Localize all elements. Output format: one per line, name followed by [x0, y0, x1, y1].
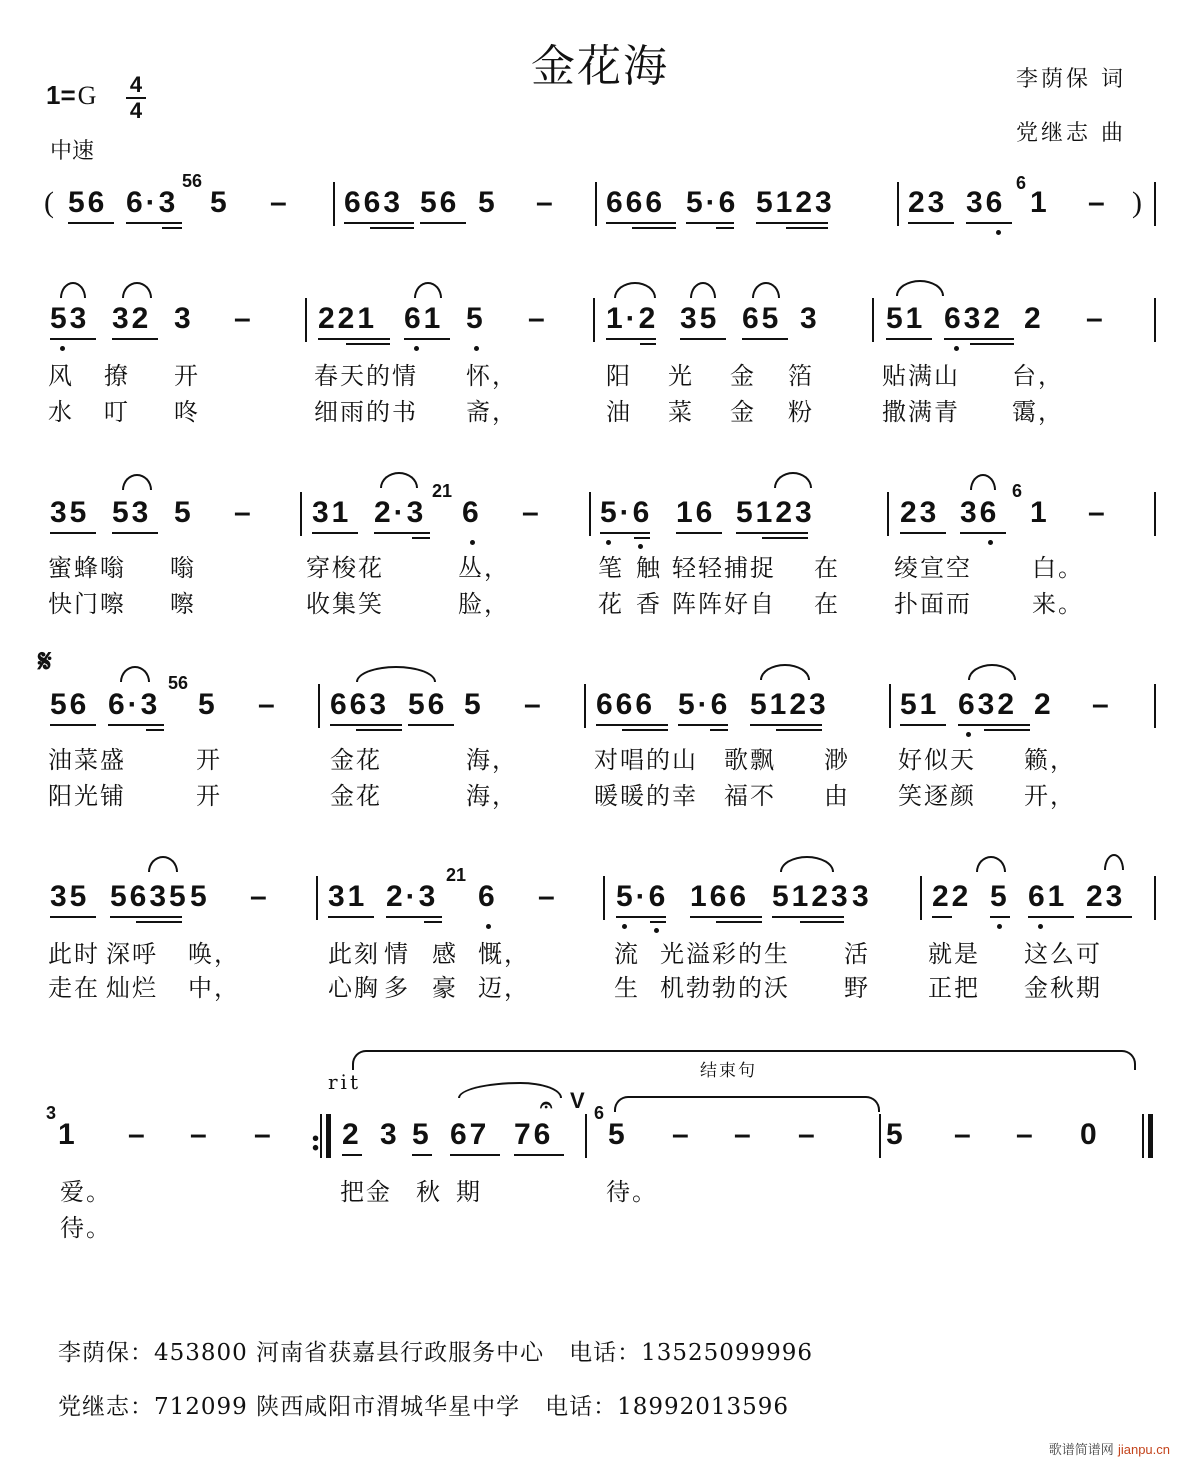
time-sig-bottom: 4: [129, 98, 143, 123]
dash: –: [270, 186, 290, 219]
note-group: 32: [112, 302, 152, 335]
ending-label: 结束句: [700, 1061, 757, 1081]
note-group: 53: [112, 496, 152, 529]
bar-line: [603, 876, 605, 920]
note: 5: [990, 880, 1010, 913]
note-group: 22: [932, 880, 972, 913]
bar-line: [920, 876, 922, 920]
note-group: 5·6: [616, 880, 669, 913]
bar-line: [897, 182, 899, 226]
bar-line: [879, 1114, 881, 1158]
note-group: 23: [908, 186, 948, 219]
ending-slur: [614, 1096, 880, 1112]
bar-line: [585, 1114, 587, 1158]
grace-note: 6: [594, 1103, 605, 1123]
note-group: 666: [596, 688, 656, 721]
dash: –: [798, 1118, 818, 1151]
note-group: 6·3: [126, 186, 179, 219]
note-group: 23: [1086, 880, 1126, 913]
rest: 0: [1080, 1118, 1100, 1151]
note-group: 31: [328, 880, 368, 913]
note-group: 67: [450, 1118, 490, 1151]
bar-line: [316, 876, 318, 920]
note-group: 23: [900, 496, 940, 529]
note-group: 56: [420, 186, 460, 219]
repeat-end-barline: [320, 1114, 331, 1158]
note-group: 2·3: [374, 496, 427, 529]
dash: –: [522, 496, 542, 529]
dash: –: [538, 880, 558, 913]
time-sig-top: 4: [129, 72, 143, 97]
note-group: 36: [960, 496, 1000, 529]
note: 6: [478, 880, 498, 913]
bar-line: [584, 684, 586, 728]
grace-notes: 56: [168, 673, 189, 693]
note: 5: [198, 688, 218, 721]
note-group: 5·6: [600, 496, 653, 529]
note-group: 65: [742, 302, 782, 335]
note-group: 666: [606, 186, 666, 219]
bar-line: [318, 684, 320, 728]
note-group: 31: [312, 496, 352, 529]
note-group: 51: [886, 302, 926, 335]
note: 2: [1034, 688, 1054, 721]
note: 3: [800, 302, 820, 335]
note: 5: [464, 688, 484, 721]
note-group: 61: [1028, 880, 1068, 913]
dash: –: [258, 688, 278, 721]
composer-credit: 党继志 曲: [1016, 121, 1126, 146]
dash: –: [536, 186, 556, 219]
bar-line: [333, 182, 335, 226]
note-group: 6·3: [108, 688, 161, 721]
note-group: 5123: [736, 496, 815, 529]
tempo-marking: 中速: [50, 139, 95, 164]
dash: –: [1086, 302, 1106, 335]
bar-line: [1154, 298, 1156, 342]
note: 3: [174, 302, 194, 335]
note: 5: [466, 302, 486, 335]
bar-line: [305, 298, 307, 342]
note-group: 663: [344, 186, 404, 219]
grace-notes: 21: [446, 865, 467, 885]
lyricist-credit: 李荫保 词: [1016, 67, 1126, 92]
bar-line: [593, 298, 595, 342]
song-title: 金花海: [531, 41, 669, 92]
note-group: 16: [676, 496, 716, 529]
contact-lyricist: 李荫保：453800 河南省获嘉县行政服务中心 电话：13525099996: [58, 1340, 814, 1366]
note-group: 5123: [772, 880, 851, 913]
dash: –: [234, 496, 254, 529]
note: 3: [852, 880, 872, 913]
note-group: 5635: [110, 880, 189, 913]
note-group: 61: [404, 302, 444, 335]
bar-line: [595, 182, 597, 226]
dash: –: [254, 1118, 274, 1151]
key-label: 1=: [46, 80, 76, 110]
note-group: 5123: [756, 186, 835, 219]
fermata-icon: 𝄐: [540, 1092, 553, 1118]
grace-notes: 21: [432, 481, 453, 501]
note: 3: [380, 1118, 400, 1151]
bar-line: [589, 492, 591, 536]
open-paren: (: [44, 186, 57, 219]
note: 1: [1030, 186, 1050, 219]
note-group: 56: [50, 688, 90, 721]
note: 5: [174, 496, 194, 529]
contact-composer: 党继志：712099 陕西咸阳市渭城华星中学 电话：18992013596: [58, 1394, 790, 1420]
note: 2: [342, 1118, 362, 1151]
note-group: 35: [680, 302, 720, 335]
dash: –: [1088, 186, 1108, 219]
note-group: 166: [690, 880, 750, 913]
breath-mark: V: [570, 1088, 585, 1113]
segno-sign: 𝄋: [38, 642, 52, 680]
grace-note: 6: [1016, 173, 1027, 193]
dash: –: [250, 880, 270, 913]
note: 5: [478, 186, 498, 219]
time-signature: [126, 74, 146, 122]
dash: –: [734, 1118, 754, 1151]
note: 5: [608, 1118, 628, 1151]
dash: –: [1092, 688, 1112, 721]
bar-line: [1154, 182, 1156, 226]
note-group: 51: [900, 688, 940, 721]
note-group: 221: [318, 302, 378, 335]
key-signature: [46, 72, 143, 123]
bar-line: [887, 492, 889, 536]
note-group: 56: [68, 186, 108, 219]
note: 5: [412, 1118, 432, 1151]
bar-line: [300, 492, 302, 536]
dash: –: [234, 302, 254, 335]
note-group: 35: [50, 880, 90, 913]
note: 1: [1030, 496, 1050, 529]
bar-line: [1154, 876, 1156, 920]
repeat-dots: :: [310, 1123, 322, 1158]
dash: –: [128, 1118, 148, 1151]
note-group: 56: [408, 688, 448, 721]
note-group: 76: [514, 1118, 554, 1151]
note: 5: [210, 186, 230, 219]
note: 2: [1024, 302, 1044, 335]
note-group: 36: [966, 186, 1006, 219]
rit-marking: rit: [328, 1070, 361, 1094]
grace-note: 3: [46, 1103, 57, 1123]
note-group: 35: [50, 496, 90, 529]
note-group: 2·3: [386, 880, 439, 913]
note: 5: [886, 1118, 906, 1151]
close-paren: ): [1132, 186, 1145, 219]
bar-line: [872, 298, 874, 342]
watermark: 歌谱简谱网 jianpu.cn: [1048, 1442, 1170, 1458]
note-group: 663: [330, 688, 390, 721]
note-group: 632: [958, 688, 1018, 721]
final-barline: [1142, 1114, 1153, 1158]
note-group: 1·2: [606, 302, 659, 335]
dash: –: [1088, 496, 1108, 529]
note: 1: [58, 1118, 78, 1151]
note-group: 632: [944, 302, 1004, 335]
note-group: 5123: [750, 688, 829, 721]
bar-line: [1154, 492, 1156, 536]
key-note: G: [77, 81, 97, 110]
grace-note: 6: [1012, 481, 1023, 501]
bar-line: [889, 684, 891, 728]
note: 5: [190, 880, 210, 913]
note-group: 5·6: [686, 186, 739, 219]
note-group: 53: [50, 302, 90, 335]
bar-line: [1154, 684, 1156, 728]
dash: –: [190, 1118, 210, 1151]
dash: –: [1016, 1118, 1036, 1151]
note: 6: [462, 496, 482, 529]
grace-notes: 56: [182, 171, 203, 191]
dash: –: [954, 1118, 974, 1151]
note-group: 5·6: [678, 688, 731, 721]
dash: –: [528, 302, 548, 335]
dash: –: [524, 688, 544, 721]
dash: –: [672, 1118, 692, 1151]
